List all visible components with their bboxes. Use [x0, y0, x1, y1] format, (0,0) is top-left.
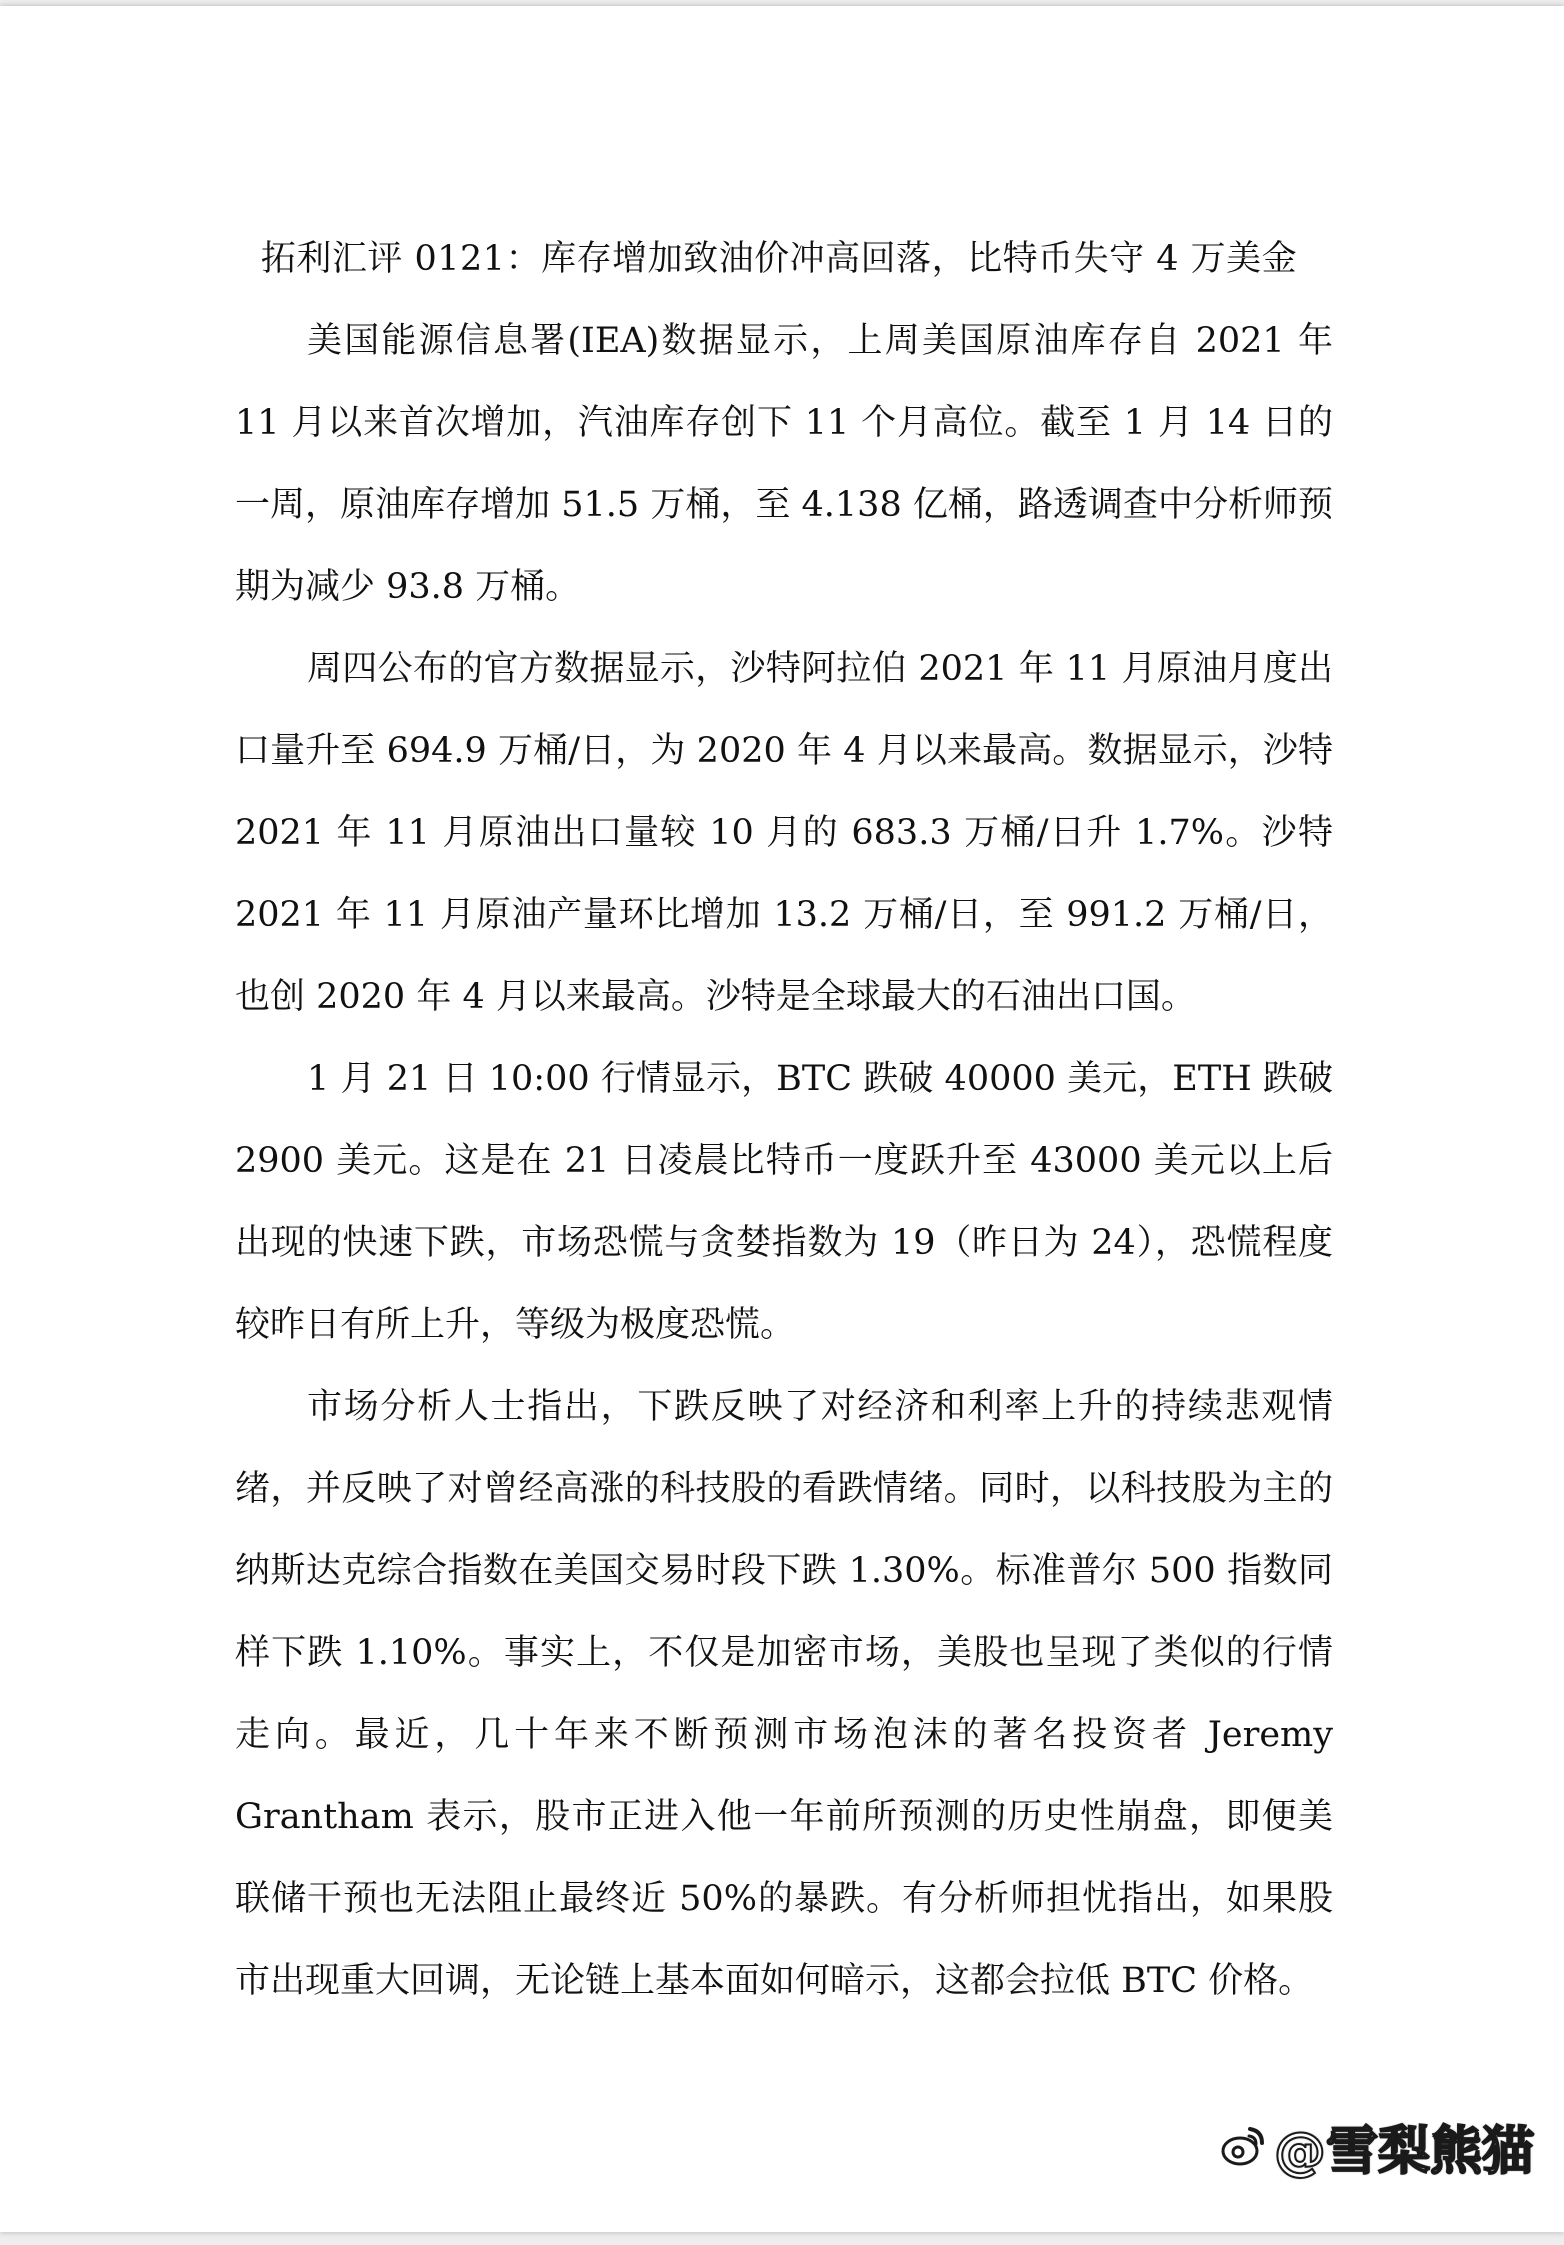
document-body	[235, 218, 1333, 2022]
watermark	[1216, 2109, 1534, 2184]
paragraph-saudi-exports: 周四公布的官方数据显示，沙特阿拉伯 2021 年 11 月原油月度出口量升至 694.9 万桶/日，为 2020 年 4 月以来最高。数据显示，沙特 2021 年 11 月原油出口量较 10 月的 683.3 万桶/日升 1.7%。沙特 2021 年 11 月原油产量环比增加 13.2 万桶/日，至 991.2 万桶/日，也创 2020 年 4 月以来最高。沙特是全球最大的石油出口国。	[235, 649, 1333, 1017]
document-title: 拓利汇评 0121：库存增加致油价冲高回落，比特币失守 4 万美金	[260, 239, 1298, 279]
paragraph-market-analysis: 市场分析人士指出，下跌反映了对经济和利率上升的持续悲观情绪，并反映了对曾经高涨的科技股的看跌情绪。同时，以科技股为主的纳斯达克综合指数在美国交易时段下跌 1.30%。标准普尔 500 指数同样下跌 1.10%。事实上，不仅是加密市场，美股也呈现了类似的行情走向。最近，几十年来不断预测市场泡沫的著名投资者 Jeremy Grantham 表示，股市正进入他一年前所预测的历史性崩盘，即便美联储干预也无法阻止最终近 50%的暴跌。有分析师担忧指出，如果股市出现重大回调，无论链上基本面如何暗示，这都会拉低 BTC 价格。	[235, 1387, 1333, 2001]
paragraph-oil-inventory: 美国能源信息署(IEA)数据显示，上周美国原油库存自 2021 年 11 月以来首次增加，汽油库存创下 11 个月高位。截至 1 月 14 日的一周，原油库存增加 51.5 万桶，至 4.138 亿桶，路透调查中分析师预期为减少 93.8 万桶。	[235, 321, 1333, 607]
document-page	[0, 6, 1564, 2232]
paragraph-btc-market: 1 月 21 日 10:00 行情显示，BTC 跌破 40000 美元，ETH 跌破 2900 美元。这是在 21 日凌晨比特币一度跃升至 43000 美元以上后出现的快速下跌，市场恐慌与贪婪指数为 19（昨日为 24），恐慌程度较昨日有所上升，等级为极度恐慌。	[235, 1059, 1333, 1345]
weibo-logo-icon	[1216, 2121, 1268, 2173]
watermark-text: @雪梨熊猫	[1273, 2122, 1534, 2182]
